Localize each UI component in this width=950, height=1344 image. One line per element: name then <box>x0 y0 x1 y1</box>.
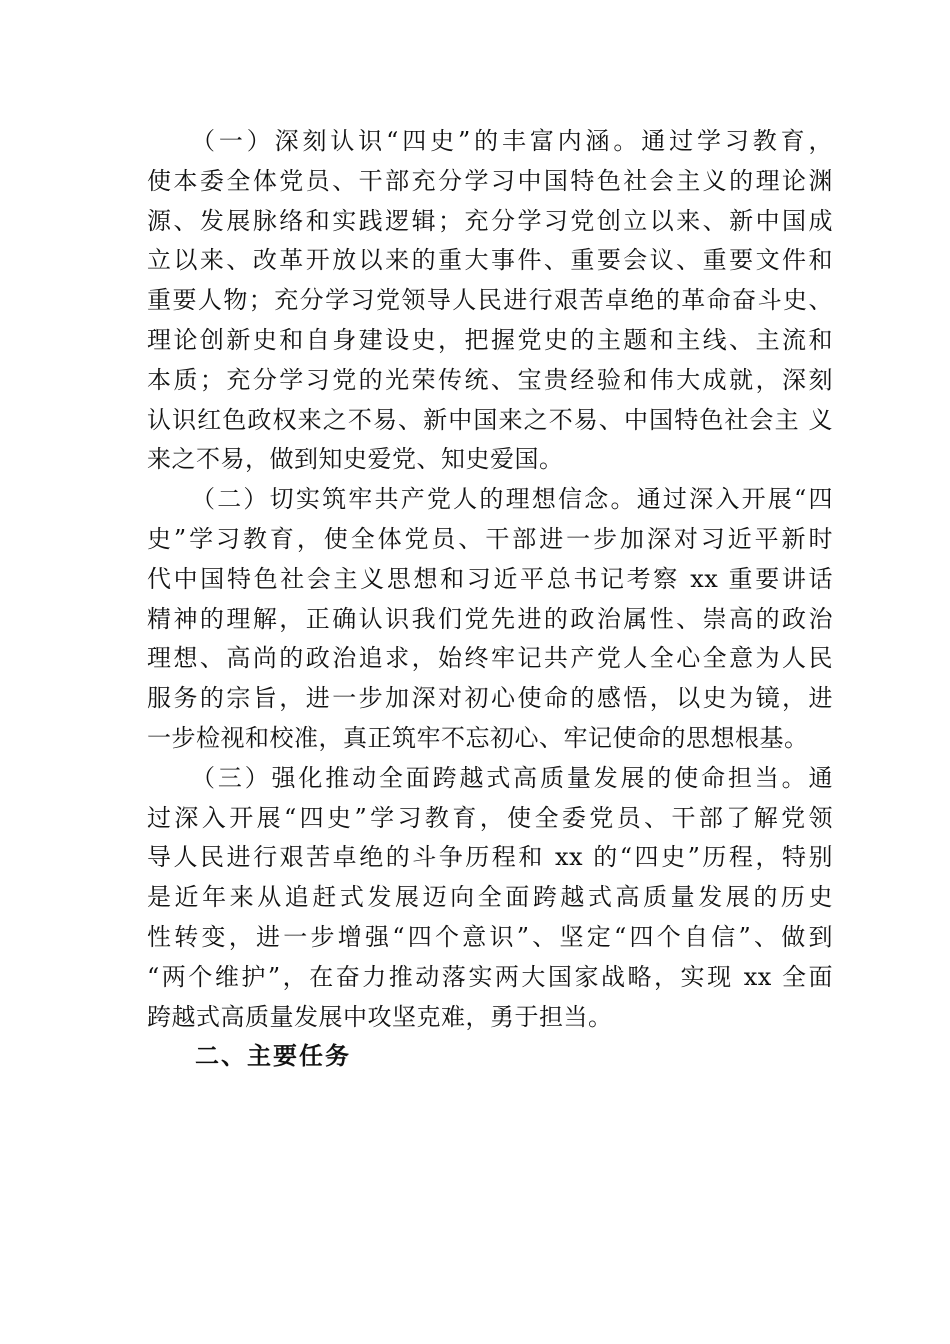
text-line: （二）切实筑牢共产党人的理想信念。通过深入开展“四 <box>191 485 833 514</box>
text-line: 源、发展脉络和实践逻辑；充分学习党创立以来、新中国成 <box>147 206 833 235</box>
text-line: 导人民进行艰苦卓绝的斗争历程和 xx 的“四史”历程，特别 <box>147 843 833 872</box>
text-line: 性转变，进一步增强“四个意识”、坚定“四个自信”、做到 <box>147 922 833 951</box>
text-line: 一步检视和校准，真正筑牢不忘初心、牢记使命的思想根基。 <box>147 723 809 752</box>
text-line: 精神的理解，正确认识我们党先进的政治属性、崇高的政治 <box>147 604 833 633</box>
text-line: 理想、高尚的政治追求，始终牢记共产党人全心全意为人民 <box>147 644 833 673</box>
text-line: 过深入开展“四史”学习教育，使全委党员、干部了解党领 <box>147 803 833 832</box>
paragraph <box>147 122 833 480</box>
text-line: 来之不易，做到知史爱党、知史爱国。 <box>147 445 564 474</box>
text-line: （三）强化推动全面跨越式高质量发展的使命担当。通 <box>191 763 833 792</box>
paragraphs <box>147 122 833 1037</box>
text-line: 跨越式高质量发展中攻坚克难，勇于担当。 <box>147 1002 613 1031</box>
paragraph <box>147 480 833 759</box>
text-line: 史”学习教育，使全体党员、干部进一步加深对习近平新时 <box>147 524 833 553</box>
paragraph <box>147 759 833 1038</box>
text-line: 代中国特色社会主义思想和习近平总书记考察 xx 重要讲话 <box>147 564 833 593</box>
text-line: 理论创新史和自身建设史，把握党史的主题和主线、主流和 <box>147 325 833 354</box>
text-line: “两个维护”，在奋力推动落实两大国家战略，实现 xx 全面 <box>147 962 833 991</box>
text-line: 是近年来从追赶式发展迈向全面跨越式高质量发展的历史 <box>147 883 833 912</box>
text-line: 使本委全体党员、干部充分学习中国特色社会主义的理论渊 <box>147 166 833 195</box>
text-line: 服务的宗旨，进一步加深对初心使命的感悟，以史为镜，进 <box>147 684 833 713</box>
document-body <box>147 122 833 1077</box>
text-line: 立以来、改革开放以来的重大事件、重要会议、重要文件和 <box>147 246 833 275</box>
text-line: 重要人物；充分学习党领导人民进行艰苦卓绝的革命奋斗史、 <box>147 286 833 315</box>
section-heading: 二、主要任务 <box>195 1042 351 1071</box>
text-line: 本质；充分学习党的光荣传统、宝贵经验和伟大成就，深刻 <box>147 365 833 394</box>
text-line: （一）深刻认识“四史”的丰富内涵。通过学习教育， <box>191 127 833 155</box>
text-line: 认识红色政权来之不易、新中国来之不易、中国特色社会主 义 <box>147 405 833 434</box>
